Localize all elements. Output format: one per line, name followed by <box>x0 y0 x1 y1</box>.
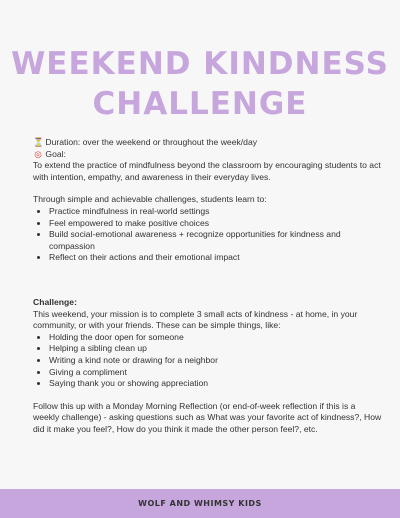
challenge-list-item: • Writing a kind note or drawing for a neighbor <box>49 355 383 367</box>
spacer <box>33 264 383 297</box>
goal-text: To extend the practice of mindfulness beyond the classroom by encouraging students to act with intention, empathy, and awareness in their everyday lives. <box>33 160 381 182</box>
hourglass-icon: ⏳ <box>33 137 44 147</box>
challenge-list-item: • Holding the door open for someone <box>49 332 383 344</box>
learn-intro: Through simple and achievable challenges, students learn to: <box>33 194 267 205</box>
footer-brand: WOLF AND WHIMSY KIDS <box>138 499 262 508</box>
spacer <box>33 183 383 194</box>
challenge-list-item: • Saying thank you or showing appreciation <box>49 378 383 390</box>
learn-list-item: • Reflect on their actions and their emotional impact <box>49 252 383 264</box>
followup-text: Follow this up with a Monday Morning Reflection (or end-of-week reflection if this is a weekly challenge) - asking questions such as What was your favorite act of kindness?, How did it make you feel?, How do you think it made the other person feel?, etc. <box>33 400 382 434</box>
learn-list <box>33 206 383 264</box>
challenge-list-item: • Giving a compliment <box>49 367 383 379</box>
goal-label: Goal: <box>45 148 66 159</box>
duration-text: Duration: over the weekend or throughout the week/day <box>45 137 258 147</box>
target-icon: ◎ <box>34 148 42 159</box>
learn-list-item: • Practice mindfulness in real-world settings <box>49 206 383 218</box>
duration-line <box>33 137 383 149</box>
learn-list-item: • Feel empowered to make positive choices <box>49 218 383 230</box>
page-title <box>0 44 400 124</box>
challenge-list <box>33 332 383 390</box>
challenge-list-item: • Helping a sibling clean up <box>49 343 383 355</box>
spacer <box>33 390 383 401</box>
learn-list-item: • Build social-emotional awareness + recognize opportunities for kindness and compassion <box>49 229 383 252</box>
document-body <box>33 137 383 435</box>
challenge-intro: This weekend, your mission is to complete 3 small acts of kindness - at home, in your community, or with your friends. These can be simple things, like: <box>33 308 358 331</box>
title-line-1: WEEKEND KINDNESS <box>11 46 389 82</box>
goal-label-line <box>33 149 383 161</box>
footer-bar <box>0 489 400 518</box>
challenge-heading: Challenge: <box>33 296 77 307</box>
title-line-2: CHALLENGE <box>92 86 308 122</box>
